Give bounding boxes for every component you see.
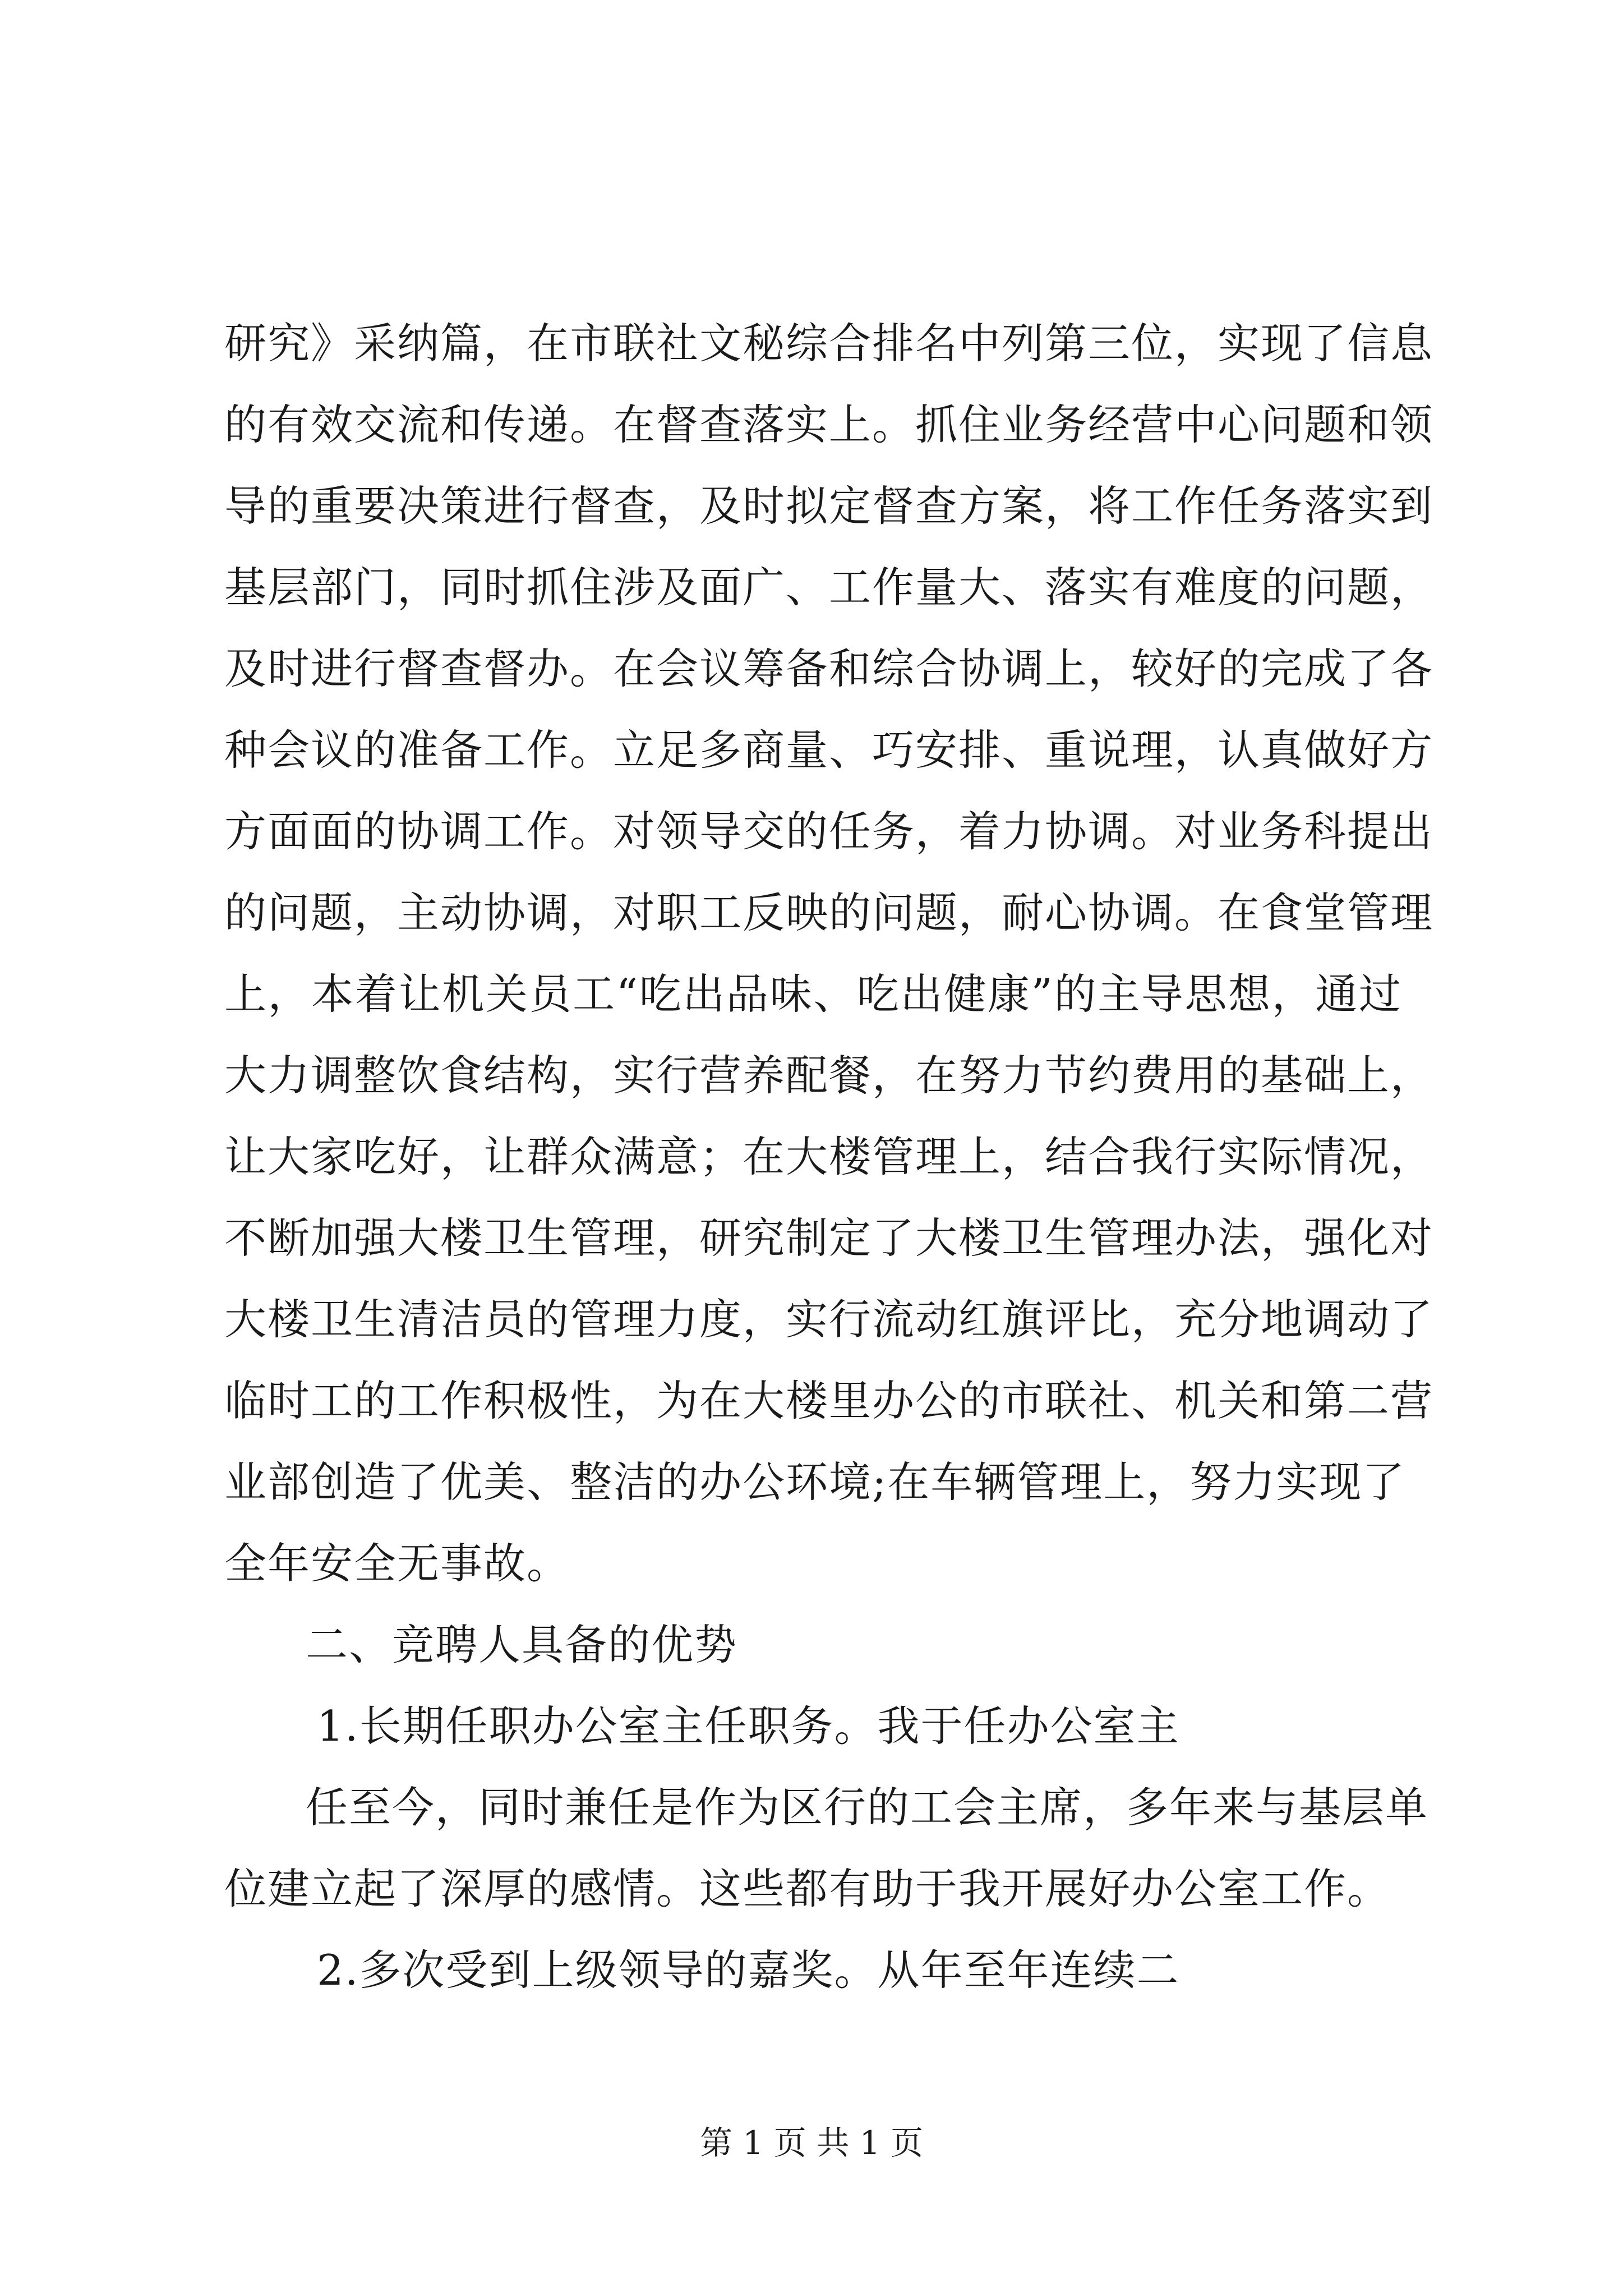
body-line: 大力调整饮食结构，实行营养配餐，在努力节约费用的基础上， (224, 1051, 1434, 1100)
body-line: 业部创造了优美、整洁的办公环境;在车辆管理上，努力实现了 (224, 1457, 1406, 1507)
body-line: 研究》采纳篇，在市联社文秘综合排名中列第三位，实现了信息 (224, 319, 1434, 368)
body-line: 位建立起了深厚的感情。这些都有助于我开展好办公室工作。 (224, 1864, 1391, 1913)
body-line: 及时进行督查督办。在会议筹备和综合协调上，较好的完成了各 (224, 644, 1434, 693)
body-line: 让大家吃好，让群众满意；在大楼管理上，结合我行实际情况， (224, 1132, 1434, 1181)
body-line: 导的重要决策进行督查，及时拟定督查方案，将工作任务落实到 (224, 481, 1434, 531)
body-line: 种会议的准备工作。立足多商量、巧安排、重说理，认真做好方 (224, 725, 1434, 775)
body-line: 全年安全无事故。 (224, 1539, 570, 1588)
body-line: 的有效交流和传递。在督查落实上。抓住业务经营中心问题和领 (224, 400, 1434, 449)
body-line: 的问题，主动协调，对职工反映的问题，耐心协调。在食堂管理 (224, 888, 1434, 937)
body-line: 不断加强大楼卫生管理，研究制定了大楼卫生管理办法，强化对 (224, 1213, 1434, 1263)
list-item-1: 1.长期任职办公室主任职务。我于任办公室主 (317, 1701, 1180, 1751)
body-line: 上，本着让机关员工“吃出品味、吃出健康”的主导思想，通过 (224, 969, 1402, 1019)
section-heading: 二、竞聘人具备的优势 (306, 1620, 738, 1669)
list-item-2: 2.多次受到上级领导的嘉奖。从年至年连续二 (317, 1945, 1180, 1995)
body-line: 临时工的工作积极性，为在大楼里办公的市联社、机关和第二营 (224, 1376, 1434, 1425)
body-line: 基层部门，同时抓住涉及面广、工作量大、落实有难度的问题， (224, 563, 1434, 612)
document-body (224, 303, 1434, 2011)
body-line: 任至今，同时兼任是作为区行的工会主席，多年来与基层单 (306, 1783, 1429, 1832)
body-line: 方面面的协调工作。对领导交的任务，着力协调。对业务科提出 (224, 807, 1434, 856)
page-footer: 第 1 页 共 1 页 (700, 2124, 923, 2162)
body-line: 大楼卫生清洁员的管理力度，实行流动红旗评比，充分地调动了 (224, 1295, 1434, 1344)
